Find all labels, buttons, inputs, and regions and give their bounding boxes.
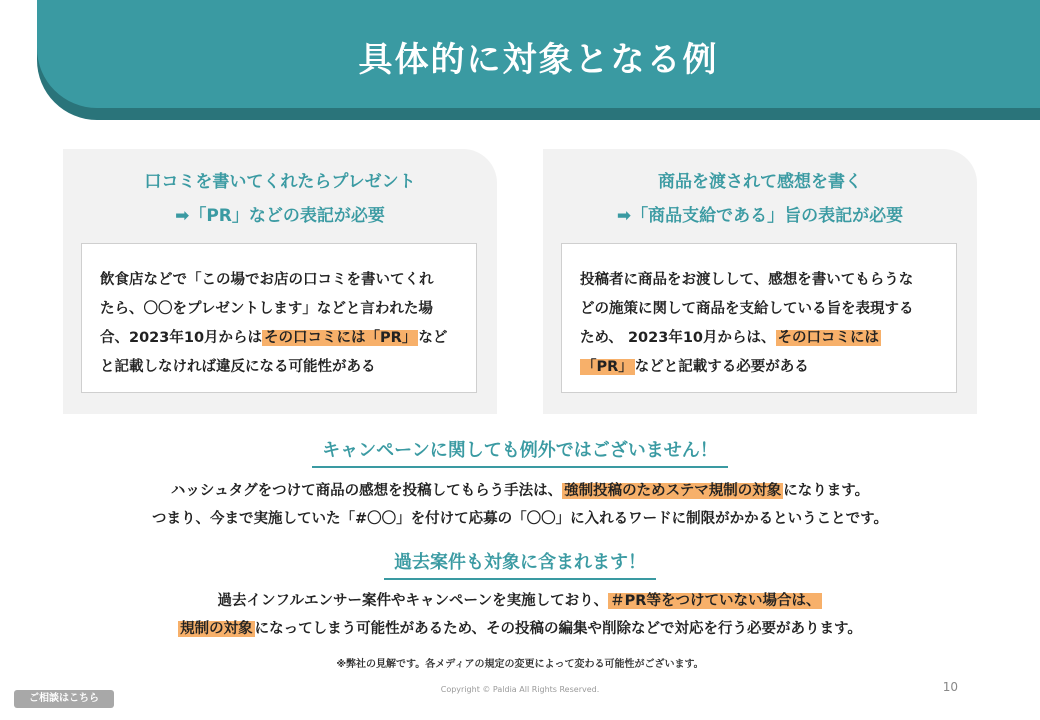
highlight-text: ＃PR等をつけていない場合は、	[610, 593, 821, 609]
highlight-text: 「PR」	[582, 359, 633, 375]
card-body	[81, 243, 477, 393]
card-body-line: たら、〇〇をプレゼントします」などと言われた場	[100, 301, 433, 317]
card-subheading: ➡「PR」などの表記が必要	[175, 206, 385, 226]
card-body-line: どの施策に関して商品を支給している旨を表現する	[580, 301, 914, 317]
highlight-text: その口コミには	[777, 330, 880, 346]
card-body-line: と記載しなければ違反になる可能性がある	[100, 359, 376, 375]
card-body-line: 投稿者に商品をお渡しして、感想を書いてもらうな	[580, 272, 914, 288]
campaign-line-1: ハッシュタグをつけて商品の感想を投稿してもらう手法は、 強制投稿のためステマ規制の対象 になります。	[170, 483, 870, 499]
campaign-line-2: つまり、今まで実施していた「#〇〇」を付けて応募の「〇〇」に入れるワードに制限がかかるということです。	[152, 511, 888, 527]
past-line-1: 過去インフルエンサー案件やキャンペーンを実施しており、 ＃PR等をつけていない場合は、	[217, 593, 821, 609]
card-subheading: ➡「商品支給である」旨の表記が必要	[616, 206, 904, 226]
highlight-text: その口コミには「PR」	[264, 330, 417, 346]
consult-button[interactable]: ご相談はこちら	[14, 690, 114, 708]
card-body-line: 「PR」 などと記載する必要がある	[582, 359, 809, 375]
disclaimer-note: ※弊社の見解です。各メディアの規定の変更によって変わる可能性がございます。	[336, 659, 704, 670]
card-body-line: ため、 2023年10月からは、 その口コミには	[580, 330, 880, 346]
copyright: Copyright © Paldia All Rights Reserved.	[440, 685, 600, 694]
example-card-product-review	[543, 149, 977, 414]
page-number: 10	[942, 680, 958, 694]
card-heading: 口コミを書いてくれたらプレゼント	[144, 172, 416, 192]
past-section-title: 過去案件も対象に含まれます！	[0, 548, 1040, 580]
header-banner	[37, 0, 1040, 108]
example-card-review-present	[63, 149, 497, 414]
highlight-text: 規制の対象	[180, 621, 253, 637]
card-body-line: 合、2023年10月からは その口コミには「PR」 など	[100, 330, 448, 346]
highlight-text: 強制投稿のためステマ規制の対象	[564, 483, 782, 499]
page-title: 具体的に対象となる例	[358, 40, 719, 80]
card-body-line: 飲食店などで「この場でお店の口コミを書いてくれ	[100, 272, 434, 288]
past-line-2: 規制の対象 になってしまう可能性があるため、その投稿の編集や削除などで対応を行う必要があります。	[180, 621, 862, 637]
campaign-section-title: キャンペーンに関しても例外ではございません！	[0, 436, 1040, 468]
card-heading: 商品を渡されて感想を書く	[658, 172, 862, 192]
card-body	[561, 243, 957, 393]
